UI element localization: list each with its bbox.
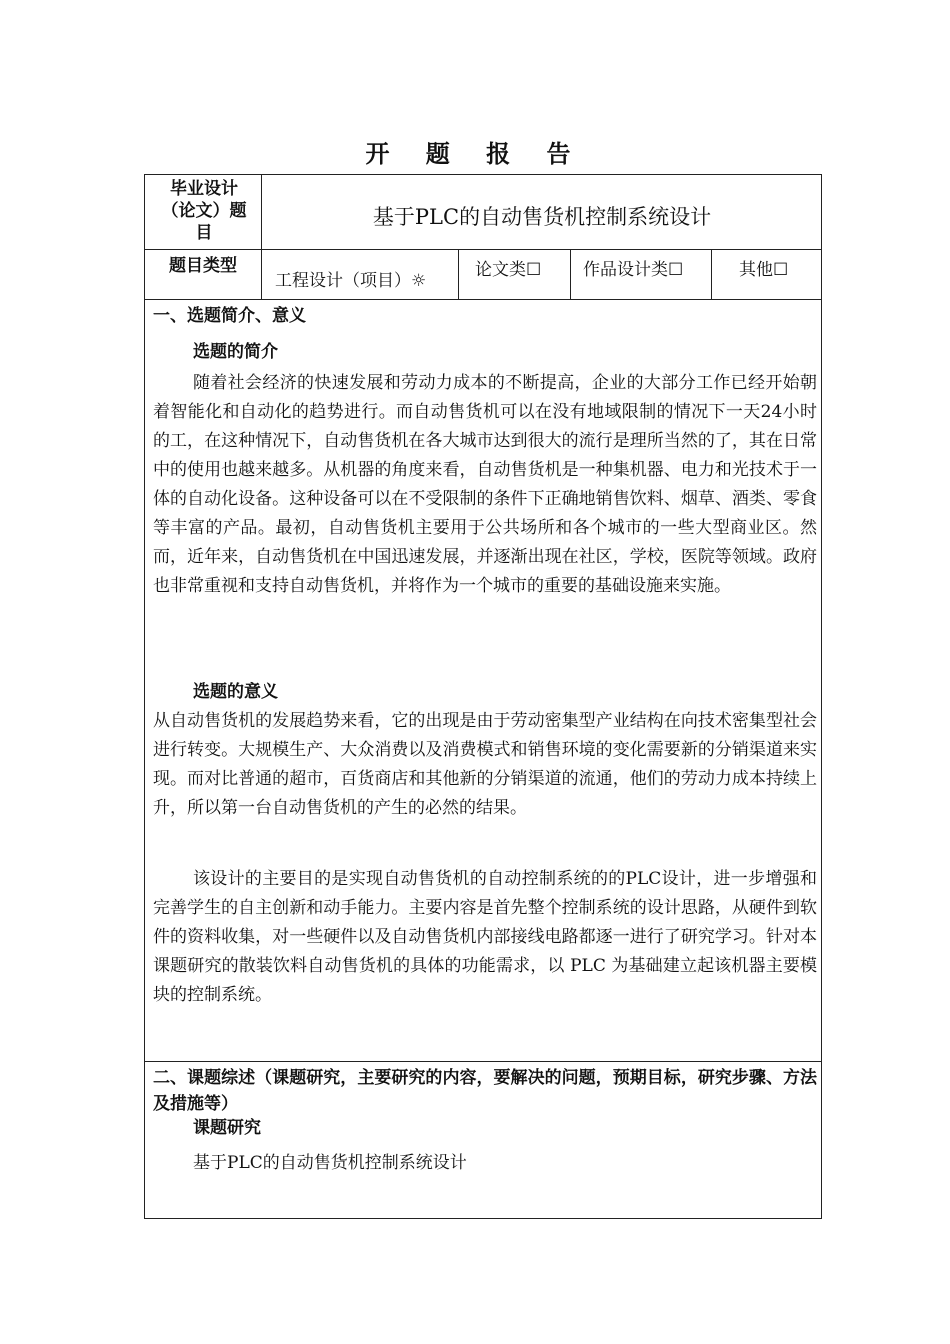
type-option-engineering: 工程设计（项目）☼ [275, 271, 427, 291]
topic-divider [261, 175, 262, 299]
topic-label [155, 178, 253, 250]
section2-heading: 二、课题综述（课题研究，主要研究的内容，要解决的问题，预期目标，研究步骤、方法及措施等） [153, 1068, 817, 1114]
type-divider-1 [458, 249, 459, 299]
research-text: 基于PLC的自动售货机控制系统设计 [193, 1153, 467, 1173]
section1-heading: 一、选题简介、意义 [153, 306, 306, 326]
row-divider-3 [145, 1061, 821, 1062]
type-divider-3 [711, 249, 712, 299]
page-title: 开 题 报 告 [365, 139, 585, 168]
type-label: 题目类型 [169, 256, 237, 276]
topic-label-text: 毕业设计（论文）题目 [161, 179, 247, 243]
type-divider-2 [570, 249, 571, 299]
topic-value: 基于PLC的自动售货机控制系统设计 [372, 205, 712, 229]
type-option-other: 其他☐ [739, 260, 789, 280]
research-title: 课题研究 [193, 1118, 261, 1138]
meaning-text-1: 从自动售货机的发展趋势来看，它的出现是由于劳动密集型产业结构在向技术密集型社会进行转变。大规模生产、大众消费以及消费模式和销售环境的变化需要新的分销渠道来实现。而对比普通的超市，百货商店和其他新的分销渠道的流通，他们的劳动力成本持续上升，所以第一台自动售货机的产生的必然的结果。 [153, 711, 817, 818]
meaning-text-2: 该设计的主要目的是实现自动售货机的自动控制系统的的PLC设计，进一步增强和完善学生的自主创新和动手能力。主要内容是首先整个控制系统的设计思路，从硬件到软件的资料收集，对一些硬件以及自动售货机内部接线电路都逐一进行了研究学习。针对本课题研究的散装饮料自动售货机的具体的功能需求，以 PLC 为基础建立起该机器主要模块的控制系统。 [153, 869, 817, 1005]
meaning-title: 选题的意义 [193, 682, 278, 702]
proposal-table [144, 174, 822, 1219]
type-option-paper: 论文类☐ [475, 260, 542, 280]
row-divider-2 [145, 299, 821, 300]
type-option-work: 作品设计类☐ [583, 260, 684, 280]
intro-title: 选题的简介 [193, 342, 278, 362]
row-divider-1 [145, 249, 821, 250]
intro-text: 随着社会经济的快速发展和劳动力成本的不断提高，企业的大部分工作已经开始朝着智能化和自动化的趋势进行。而自动售货机可以在没有地域限制的情况下一天24小时的工，在这种情况下，自动售货机在各大城市达到很大的流行是理所当然的了，其在日常中的使用也越来越多。从机器的角度来看，自动售货机是一种集机器、电力和光技术于一体的自动化设备。这种设备可以在不受限制的条件下正确地销售饮料、烟草、酒类、零食等丰富的产品。最初，自动售货机主要用于公共场所和各个城市的一些大型商业区。然而，近年来，自动售货机在中国迅速发展，并逐渐出现在社区，学校，医院等领域。政府也非常重视和支持自动售货机，并将作为一个城市的重要的基础设施来实施。 [153, 373, 817, 596]
